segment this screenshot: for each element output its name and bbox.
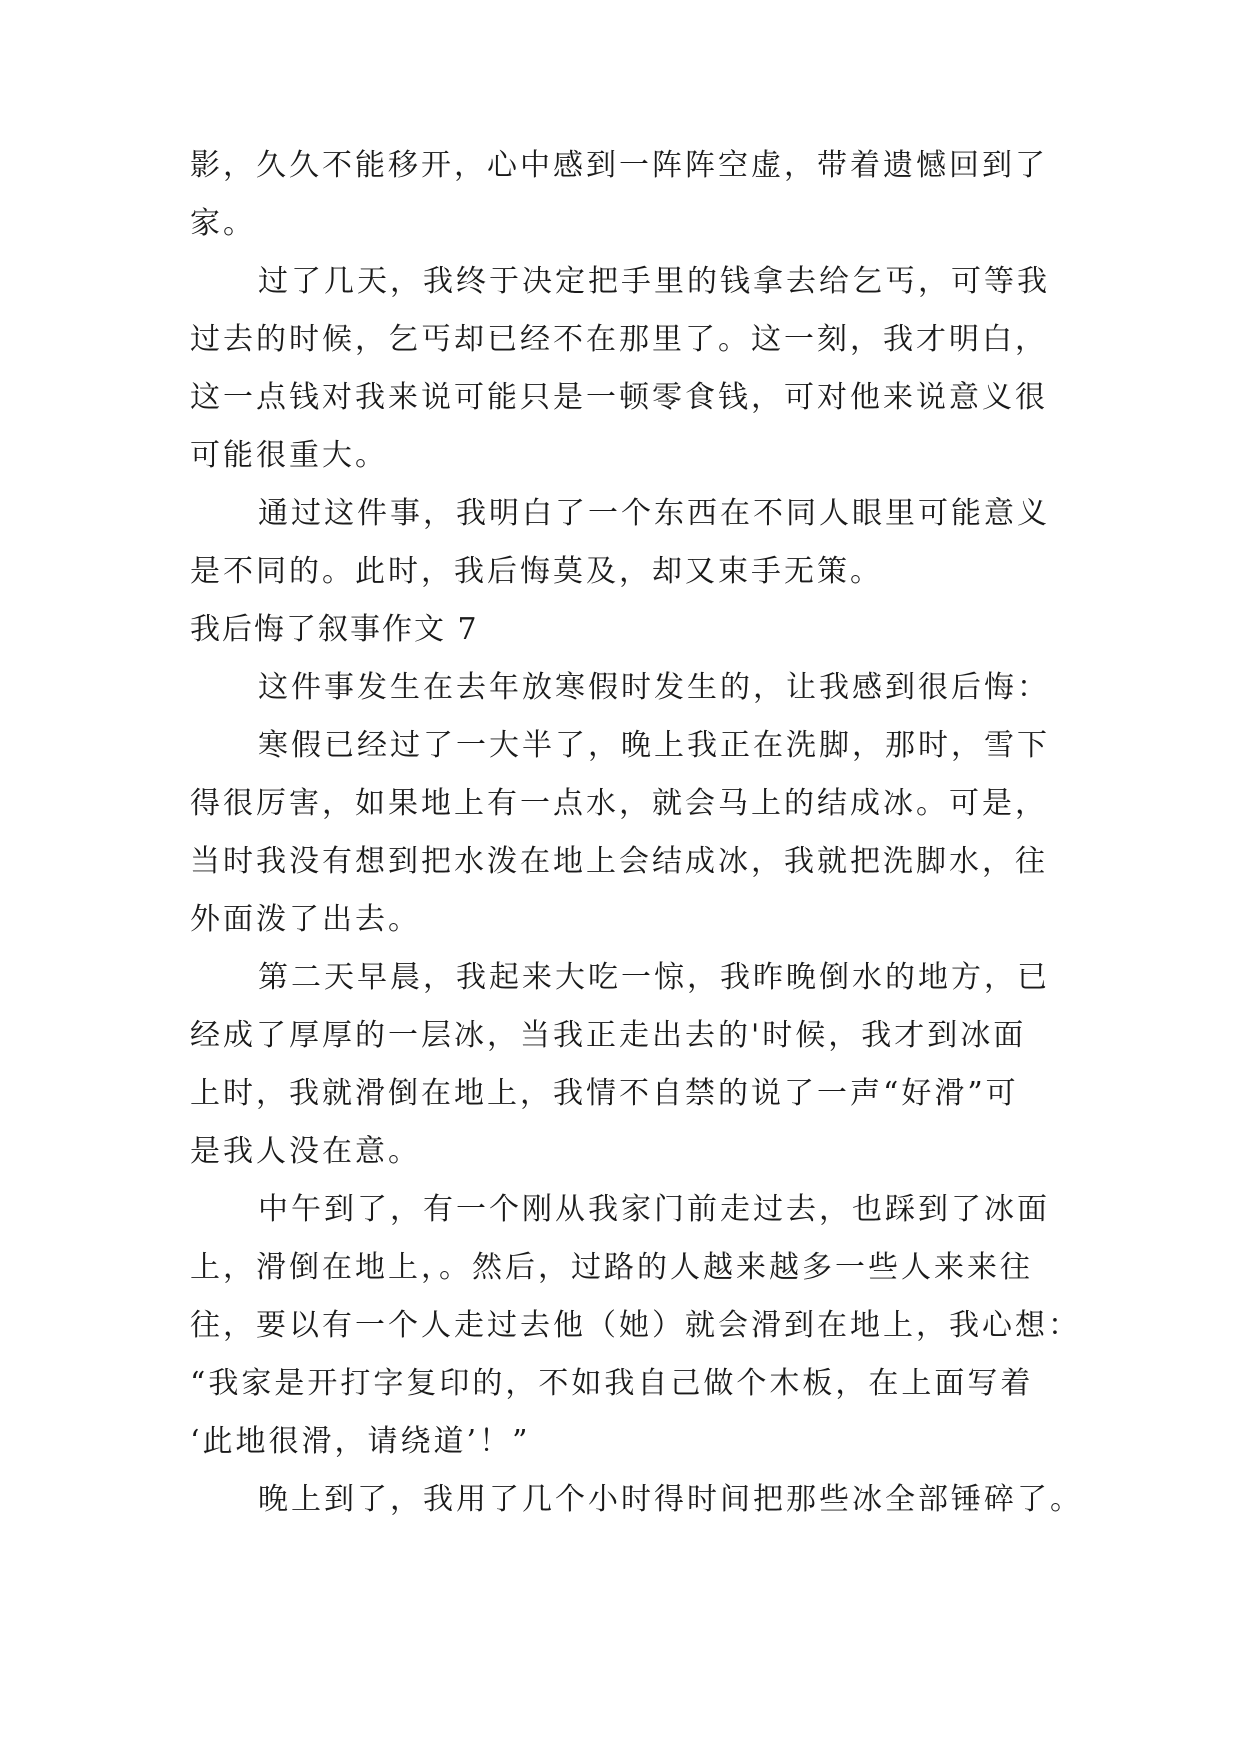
paragraph-start-line: 寒假已经过了一大半了，晚上我正在洗脚，那时，雪下 (258, 728, 1050, 763)
section-heading: 我后悔了叙事作文 7 (190, 612, 479, 647)
text-line: 往，要以有一个人走过去他（她）就会滑到在地上，我心想： (190, 1308, 1081, 1343)
text-line: 过去的时候，乞丐却已经不在那里了。这一刻，我才明白， (190, 322, 1048, 357)
paragraph-start-line: 这件事发生在去年放寒假时发生的，让我感到很后悔： (258, 670, 1050, 705)
document-body (190, 137, 1083, 1529)
paragraph-start-line: 中午到了，有一个刚从我家门前走过去，也踩到了冰面 (258, 1192, 1050, 1227)
paragraph-start-line: 第二天早晨，我起来大吃一惊，我昨晚倒水的地方，已 (258, 960, 1050, 995)
text-line: 经成了厚厚的一层冰，当我正走出去的'时候，我才到冰面 (190, 1018, 1027, 1053)
text-line: 得很厉害，如果地上有一点水，就会马上的结成冰。可是， (190, 786, 1048, 821)
text-line: “我家是开打字复印的，不如我自己做个木板，在上面写着 (190, 1366, 1034, 1401)
text-line: 当时我没有想到把水泼在地上会结成冰，我就把洗脚水，往 (190, 844, 1048, 879)
text-line: 是我人没在意。 (190, 1134, 421, 1169)
text-line: 这一点钱对我来说可能只是一顿零食钱，可对他来说意义很 (190, 380, 1048, 415)
paragraph-start-line: 通过这件事，我明白了一个东西在不同人眼里可能意义 (258, 496, 1050, 531)
text-line: 可能很重大。 (190, 438, 388, 473)
text-line: 是不同的。此时，我后悔莫及，却又束手无策。 (190, 554, 883, 589)
text-line: 影，久久不能移开，心中感到一阵阵空虚，带着遗憾回到了 (190, 148, 1048, 183)
text-line: 家。 (190, 206, 256, 241)
paragraph-start-line: 晚上到了，我用了几个小时得时间把那些冰全部锤碎了。 (258, 1482, 1083, 1517)
paragraph-start-line: 过了几天，我终于决定把手里的钱拿去给乞丐，可等我 (258, 264, 1050, 299)
text-line: 外面泼了出去。 (190, 902, 421, 937)
text-line: 上时，我就滑倒在地上，我情不自禁的说了一声“好滑”可 (190, 1076, 1019, 1111)
text-line: ‘此地很滑，请绕道’！” (190, 1424, 531, 1459)
text-line: 上，滑倒在地上，。然后，过路的人越来越多一些人来来往 (190, 1250, 1033, 1285)
